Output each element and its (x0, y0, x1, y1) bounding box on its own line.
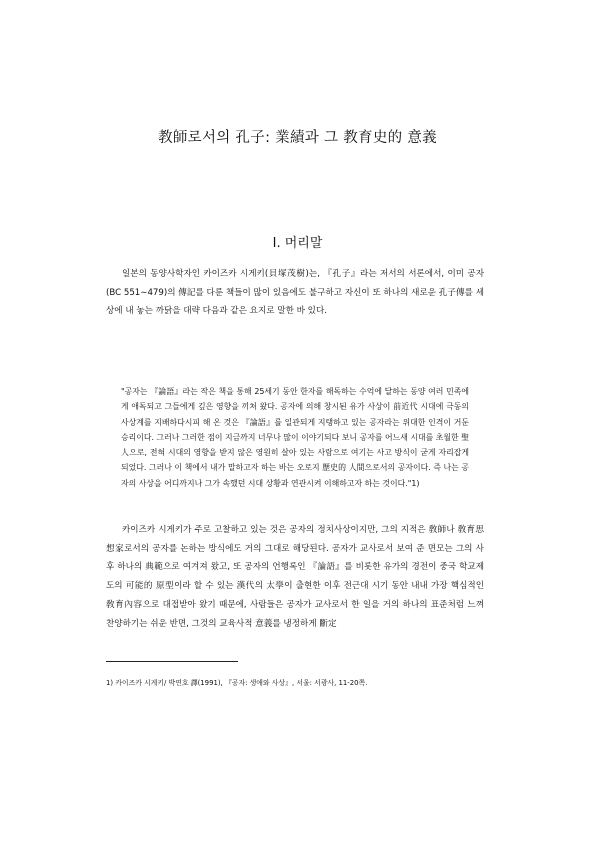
section-heading: Ⅰ. 머리말 (272, 236, 323, 251)
body-paragraph-1: 일본의 동양사학자인 카이즈카 시게키(貝塚茂樹)는, 『孔子』라는 저서의 서론에서, 이미 공자(BC 551∼479)의 傳記를 다룬 책들이 많이 있음에도 불구하고 자신이 또 하나의 새로운 孔子傳를 세상에 내 놓는 까닭을 대략 다음과 같은 요지로 말한 바 있다. (106, 269, 484, 317)
paper-title: 教師로서의 孔子: 業績과 그 教育史的 意義 (158, 130, 437, 146)
footnote-divider (106, 661, 238, 662)
block-quote: "공자는 『論語』라는 작은 책을 통해 25세기 동안 한자를 해독하는 수억에 달하는 동양 여러 민족에게 애독되고 그들에게 깊은 영향을 끼쳐 왔다. 공자에 의해 창시된 유가 사상이 前近代 시대에 극동의 사상계를 지배하다시피 해 온 것은 『論語』를 일관되게 지탱하고 있는 공자라는 위대한 인격이 거둔 승리이다. 그러나 그러한 점이 지금까지 너무나 많이 이야기되다 보니 공자를 어느새 시대를 초월한 聖人으로, 전혀 시대의 영향을 받지 않은 영원히 살아 있는 사람으로 여기는 사고 방식이 굳게 자리잡게 되었다. 그러나 이 책에서 내가 말하고자 하는 바는 오로지 歷史的 人間으로서의 공자이다. 즉 나는 공자의 사상을 어디까지나 그가 속했던 시대 상황과 연관시켜 이해하고자 하는 것이다."1) (121, 387, 469, 488)
body-paragraph-2: 카이즈카 시게키가 주로 고찰하고 있는 것은 공자의 정치사상이지만, 그의 지적은 敎師나 敎育思想家로서의 공자를 논하는 방식에도 거의 그대로 해당된다. 공자가 교사로서 보여 준 면모는 그의 사후 하나의 典範으로 여겨져 왔고, 또 공자의 언행록인 『論語』를 비롯한 유가의 경전이 중국 학교제도의 可能的 原型이라 할 수 있는 漢代의 太學이 출현한 이후 전근대 시기 동안 내내 가장 핵심적인 敎育內容으로 대접받아 왔기 때문에, 사람들은 공자가 교사로서 한 일을 거의 하나의 표준처럼 느껴 찬양하기는 쉬운 반면, 그것의 교육사적 意義를 냉정하게 斷定 (106, 525, 484, 629)
footnote: 1) 카이즈카 시게키/ 박연호 譯(1991), 『공자: 생애와 사상』, 서울: 서광사, 11-20쪽. (106, 679, 368, 687)
